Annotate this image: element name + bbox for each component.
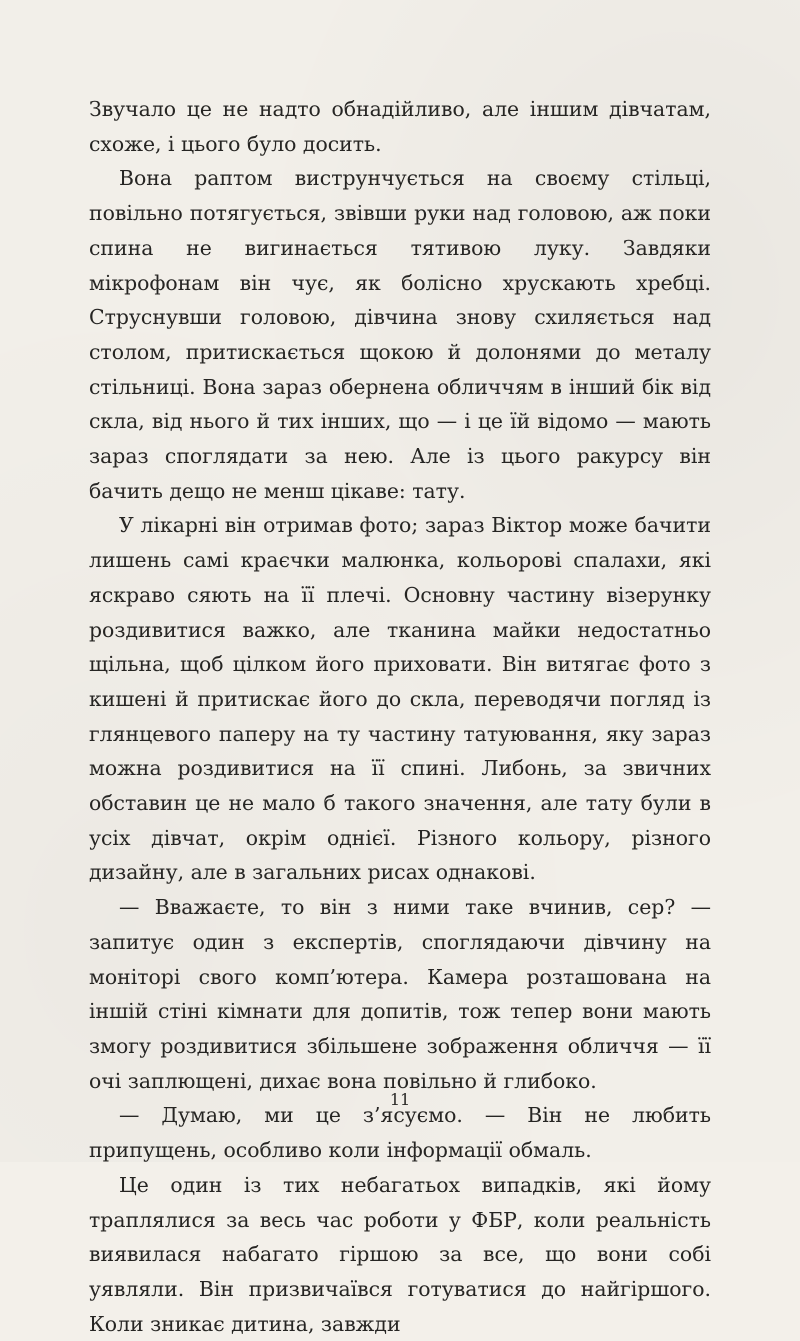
- paragraph-5: — Думаю, ми це з’ясуємо. — Він не любить припущень, особливо коли інформації обмаль.: [89, 1103, 711, 1163]
- page-number: 11: [389, 1090, 411, 1109]
- paragraph-4: — Вважаєте, то він з ними таке вчинив, сер? — запитує один з експертів, споглядаючи дівчину на моніторі свого комп’ютера. Камера розташована на іншій стіні кімнати для допитів, тож тепер вони мають змогу роздивитися збільшене зображення обличчя — її очі заплющені, дихає вона повільно й глибоко.: [89, 895, 711, 1093]
- paragraph-1: Звучало це не надто обнадійливо, але іншим дівчатам, схоже, і цього було досить.: [89, 97, 711, 156]
- paragraph-6: Це один із тих небагатьох випадків, які йому траплялися за весь час роботи у ФБР, коли реальність виявилася набагато гіршою за все, що вони собі уявляли. Він призвичаївся готуватися до найгіршого. Коли зникає дитина, завжди: [89, 1172, 711, 1336]
- paragraph-2: Вона раптом виструнчується на своєму стільці, повільно потягується, звівши руки над головою, аж поки спина не вигинається тятивою луку. Завдяки мікрофонам він чує, як болісно хрускають хребці. Струснувши головою, дівчина знову схиляється над столом, притискається щокою й долонями до металу стільниці. Вона зараз обернена обличчям в інший бік від скла, від нього й тих інших, що — і це їй відомо — мають зараз споглядати за нею. Але із цього ракурсу він бачить дещо не менш цікаве: тату.: [89, 166, 711, 503]
- paragraph-3: У лікарні він отримав фото; зараз Віктор може бачити лишень самі краєчки малюнка, кольорові спалахи, які яскраво сяють на її плечі. Основну частину візерунку роздивитися важко, але тканина майки недостатньо щільна, щоб цілком його приховати. Він витягає фото з кишені й притискає його до скла, переводячи погляд із глянцевого паперу на ту частину татуювання, яку зараз можна роздивитися на її спині. Либонь, за звичних обставин це не мало б такого значення, але тату були в усіх дівчат, окрім однієї. Різного кольору, різного дизайну, але в загальних рисах однакові.: [89, 513, 711, 885]
- page-body-text: [89, 92, 711, 1341]
